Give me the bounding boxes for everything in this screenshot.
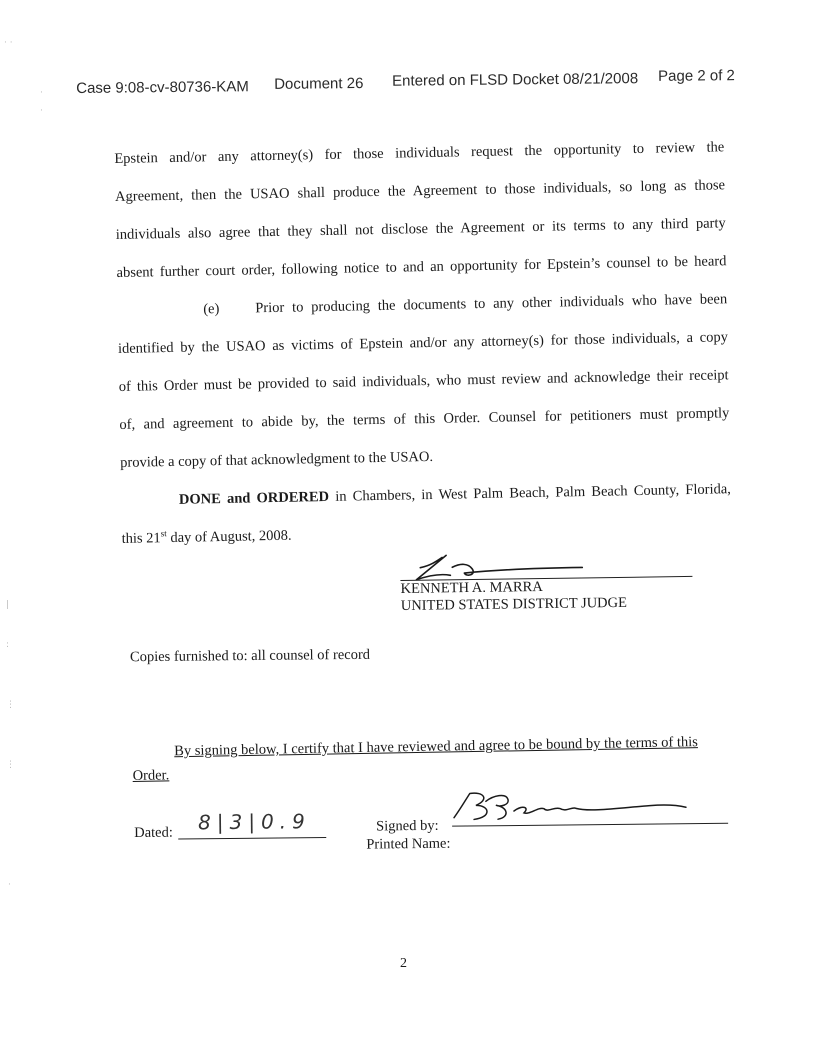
body-line: Epstein and/or any attorney(s) for those individuals request the opportunity to review the — [114, 139, 725, 167]
body-line: identified by the USAO as victims of Epstein and/or any attorney(s) for those individuals, a copy — [117, 329, 729, 357]
page-indicator: Page 2 of 2 — [658, 67, 735, 85]
date-suffix: day of August, 2008. — [166, 527, 292, 547]
body-line: provide a copy of that acknowledgment to the USAO. — [120, 448, 434, 471]
done-ordered-rest: in Chambers, in West Palm Beach, Palm Beach County, Florida, — [328, 481, 731, 505]
done-ordered-bold: DONE and ORDERED — [178, 488, 330, 508]
body-line: of, and agreement to abide by, the terms of this Order. Counsel for petitioners must promptly — [119, 405, 730, 433]
docket-header — [76, 63, 756, 96]
document-number: Document 26 — [274, 74, 364, 93]
date-ordinal: st — [160, 528, 167, 539]
document-page: · · · · | : ⋮ ⋮ · Case 9:08-cv-80736-KAM Document 26 Entered on FLSD Docket 08/21/2008 Page 2 of 2 Epstein and/or any attorney(s) for those individuals request the opportunity to review the Agreement, then the USAO shall produce the Agreement to those individuals, so long as those individuals also agree that they shall not disclose the Agreement or its terms to any third party absent further court order, following notice to and an opportunity for Epstein’s counsel to be heard (e) Prior to producing the documents to any other individuals who have been identified by the USAO as victims of Epstein and/or any attorney(s) for those individuals, a copy of this Order must be provided to said individuals, who must review and acknowledge their receipt of, and agreement to abide by, the terms of this Order. Counsel for petitioners must promptly provide a copy of that acknowledgment to the USAO. DONE and ORDERED in Chambers, in West Palm Beach, Palm Beach County, Florida, this 21st day of August, 2008. KENNETH A. MARRA UNITED STATES DISTRICT JUDGE Copies furnished to: all counsel of record By signing below, I certify that I have reviewed and agree to be bound by the terms of this Order. Dated: 8|3|0.9 Signed by: Printed Name: 2 — [0, 0, 816, 1056]
certification-line-1: By signing below, I certify that I have reviewed and agree to be bound by the terms of this — [174, 734, 698, 760]
item-e-text: Prior to producing the documents to any other individuals who have been — [255, 291, 728, 317]
judge-signature-block — [400, 544, 693, 615]
item-e-letter: (e) — [203, 301, 220, 318]
certification-line-2: Order. — [132, 767, 170, 784]
dated-label: Dated: — [134, 824, 173, 841]
judge-signature-line — [400, 544, 692, 581]
dated-field[interactable] — [178, 809, 326, 840]
certification-statement — [132, 730, 731, 788]
body-line: of this Order must be provided to said individuals, who must review and acknowledge their receipt — [118, 367, 729, 395]
signoff-row — [134, 809, 734, 855]
body-line: Agreement, then the USAO shall produce the Agreement to those individuals, so long as those — [114, 177, 726, 205]
judge-name: KENNETH A. MARRA — [400, 579, 543, 597]
judge-signature-icon — [406, 547, 586, 584]
body-line: individuals also agree that they shall not disclose the Agreement or its terms to any third party — [115, 215, 726, 243]
judge-title: UNITED STATES DISTRICT JUDGE — [400, 594, 628, 614]
date-prefix: this 21 — [121, 530, 161, 547]
dated-value: 8|3|0.9 — [197, 809, 311, 835]
body-line: absent further court order, following notice to and an opportunity for Epstein’s counsel to be heard — [116, 253, 727, 281]
page-number: 2 — [400, 956, 407, 971]
case-number: Case 9:08-cv-80736-KAM — [76, 78, 249, 97]
signed-by-label: Signed by: — [376, 817, 439, 835]
signer-signature-icon — [450, 787, 700, 830]
copies-furnished: Copies furnished to: all counsel of record — [129, 646, 371, 666]
signed-by-field[interactable] — [452, 809, 728, 827]
printed-name-label: Printed Name: — [366, 835, 451, 853]
docket-entry: Entered on FLSD Docket 08/21/2008 — [392, 70, 639, 90]
order-body — [114, 128, 732, 558]
